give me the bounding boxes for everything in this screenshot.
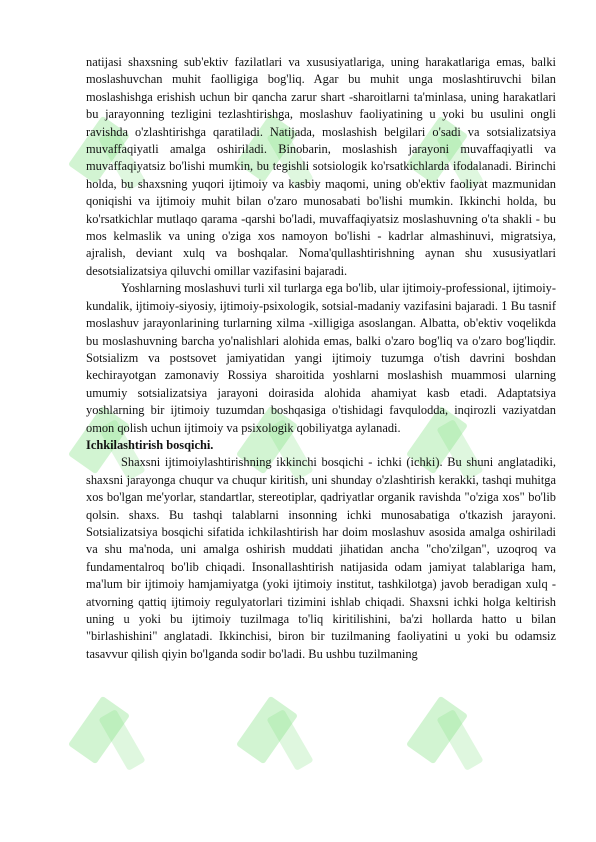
paragraph-3: Shaxsni ijtimoiylashtirishning ikkinchi bosqichi - ichki (ichki). Bu shuni anglatadiki, shaxsni jarayonga chuqur va chuqur kiritish, uni shunday o'zlashtirish kerakki, tashqi muhitga xos bo'lgan me'yorlar, standartlar, stereotiplar, qadriyatlar organik ravishda "o'ziga xos" bo'lib qolsin. shaxs. Bu tashqi talablarni insonning ichki munosabatiga o'tkazish jarayoni. Sotsializatsiya bosqichi sifatida ichkilashtirish har doim moslashuv asosida amalga oshiriladi va shu ma'noda, uni amalga oshirish muddati jihatidan ancha "cho'zilgan", uzoqroq va fundamentalroq bo'lib chiqadi. Insonallashtirish natijasida odam jamiyat talablariga ham, ma'lum bir ijtimoiy hamjamiyatga (yoki ijtimoiy institut, tashkilotga) javob beradigan xulq -atvorning qattiq ijtimoiy regulyatorlari tizimini ishlab chiqadi. Shaxsni ichki holga keltirish uning u yoki bu ijtimoiy tuzilmaga to'liq kiritilishini, ba'zi hollarda hatto u bilan "birlashishini" anglatadi. Ikkinchisi, biron bir tuzilmaning faoliyatini u yoki bu odamsiz tasavvur qilish qiyin bo'lganda sodir bo'ladi. Bu ushbu tuzilmaning xyxy=(86,455,556,661)
paragraph-2: Yoshlarning moslashuvi turli xil turlarga ega bo'lib, ular ijtimoiy-professional, ijtimoiy-kundalik, ijtimoiy-siyosiy, ijtimoiy-psixologik, sotsial-madaniy vazifasini bajaradi. 1 Bu tasnif moslashuv jarayonlarining turlarning xilma -xilligiga asoslangan. Albatta, ob'ektiv voqelikda bu moslashuvning barcha yo'nalishlari alohida emas, balki o'zaro bog'liq va o'zaro bog'liqdir. Sotsializm va postsovet jamiyatidan yangi ijtimoiy tuzumga o'tish davrini boshdan kechirayotgan zamonaviy Rossiya sharoitida yoshlarni moslashish muammosi ularning umumiy sotsializatsiya jarayoni doirasida alohida ahamiyat kasb etadi. Adaptatsiya yoshlarning bir ijtimoiy tuzumdan boshqasiga o'tishidagi favqulodda, inqirozli vaziyatdan omon qolish uchun ijtimoiy va psixologik qobiliyatga aylanadi. xyxy=(86,281,556,435)
paragraph-1: natijasi shaxsning sub'ektiv fazilatlari va xususiyatlariga, uning harakatlariga emas, balki moslashuvchan muhit faolligiga bog'liq. Agar bu muhit unga moslashtiruvchi bilan moslashishga erishish uchun bir qancha zarur shart -sharoitlarni ta'minlasa, uning harakatlari bu jarayonning tezligini tezlashtirishga, moslashuv faoliyatining u yoki bu usulini ongli ravishda o'zlashtirishga qaratiladi. Natijada, moslashish belgilari o'sadi va sotsializatsiya muvaffaqiyatli amalga oshiriladi. Binobarin, moslashish jarayoni muvaffaqiyatli va muvaffaqiyatsiz bo'lishi mumkin, bu tegishli sotsiologik ko'rsatkichlarda ifodalanadi. Birinchi holda, bu shaxsning yuqori ijtimoiy va kasbiy maqomi, uning ob'ektiv faoliyat mazmunidan qoniqishi va ijtimoiy muhit bilan o'zaro munosabati bo'lishi mumkin. Ikkinchi holda, bu ko'rsatkichlar mutlaqo qarama -qarshi bo'ladi, muvaffaqiyatsiz moslashuvning o'ta shakli - bu mos kelmaslik va uning o'ziga xos namoyon bo'lishi - kadrlar almashinuvi, migratsiya, ajralish, deviant xulq va boshqalar. Noma'qullashtirishning aynan shu xususiyatlari desotsializatsiya qiluvchi omillar vazifasini bajaradi. xyxy=(86,55,556,278)
section-heading: Ichkilashtirish bosqichi. xyxy=(86,437,214,452)
document-page xyxy=(86,54,556,663)
